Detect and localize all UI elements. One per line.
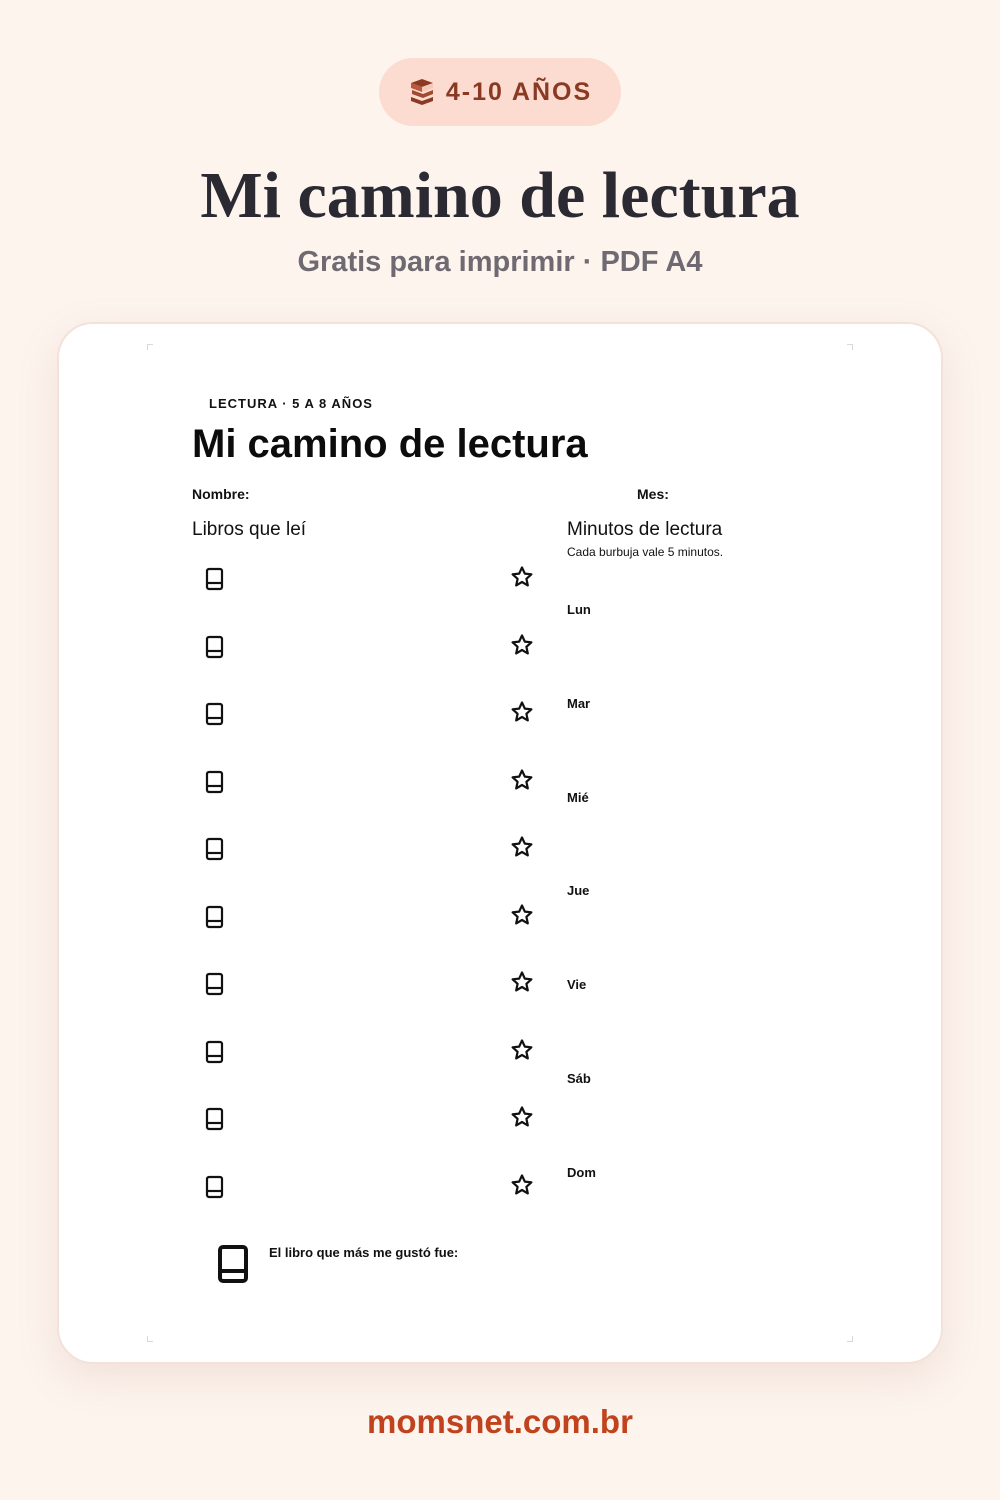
worksheet-title: Mi camino de lectura <box>192 422 588 466</box>
star-icon <box>510 903 534 932</box>
book-row <box>192 1032 542 1072</box>
age-badge <box>379 58 621 126</box>
day-label: Vie <box>567 977 587 993</box>
book-icon <box>204 905 226 934</box>
star-icon <box>510 1038 534 1067</box>
day-label: Dom <box>567 1164 596 1180</box>
page-title: Mi camino de lectura <box>200 159 800 232</box>
books-heading: Libros que leí <box>192 519 307 540</box>
day-label: Mar <box>567 695 591 711</box>
book-row <box>192 627 542 667</box>
book-icon <box>204 770 226 799</box>
crop-mark <box>847 344 853 350</box>
favorite-book-label: El libro que más me gustó fue: <box>269 1245 459 1260</box>
book-icon <box>204 972 226 1001</box>
book-row <box>192 829 542 869</box>
star-icon <box>510 835 534 864</box>
book-icon <box>216 1244 252 1289</box>
book-icon <box>204 635 226 664</box>
page-subtitle: Gratis para imprimir · PDF A4 <box>297 246 703 278</box>
book-icon <box>204 1040 226 1069</box>
minutes-note: Cada burbuja vale 5 minutos. <box>567 545 724 559</box>
book-icon <box>204 567 226 596</box>
month-label: Mes: <box>637 486 669 502</box>
name-label: Nombre: <box>192 486 250 502</box>
star-icon <box>510 970 534 999</box>
star-icon <box>510 633 534 662</box>
star-icon <box>510 1173 534 1202</box>
star-icon <box>510 565 534 594</box>
crop-mark <box>147 344 153 350</box>
worksheet-preview <box>57 322 943 1364</box>
book-row <box>192 964 542 1004</box>
crop-mark <box>847 1336 853 1342</box>
worksheet-eyebrow: LECTURA · 5 A 8 AÑOS <box>209 396 373 411</box>
day-label: Sáb <box>567 1071 591 1086</box>
star-icon <box>510 700 534 729</box>
footer-site: momsnet.com.br <box>367 1403 633 1440</box>
book-icon <box>204 837 226 866</box>
badge-label: 4-10 AÑOS <box>445 77 593 106</box>
crop-mark <box>147 1336 153 1342</box>
book-icon <box>204 702 226 731</box>
book-row <box>192 559 542 599</box>
day-label: Lun <box>567 602 591 617</box>
book-icon <box>204 1175 226 1204</box>
book-row <box>192 1099 542 1139</box>
star-icon <box>510 1105 534 1134</box>
day-label: Jue <box>567 883 590 899</box>
star-icon <box>510 768 534 797</box>
books-icon <box>408 79 436 105</box>
book-icon <box>204 1107 226 1136</box>
book-row <box>192 1167 542 1207</box>
book-row <box>192 897 542 937</box>
book-row <box>192 762 542 802</box>
book-row <box>192 694 542 734</box>
minutes-heading: Minutos de lectura <box>567 519 723 540</box>
day-label: Mié <box>567 789 589 805</box>
